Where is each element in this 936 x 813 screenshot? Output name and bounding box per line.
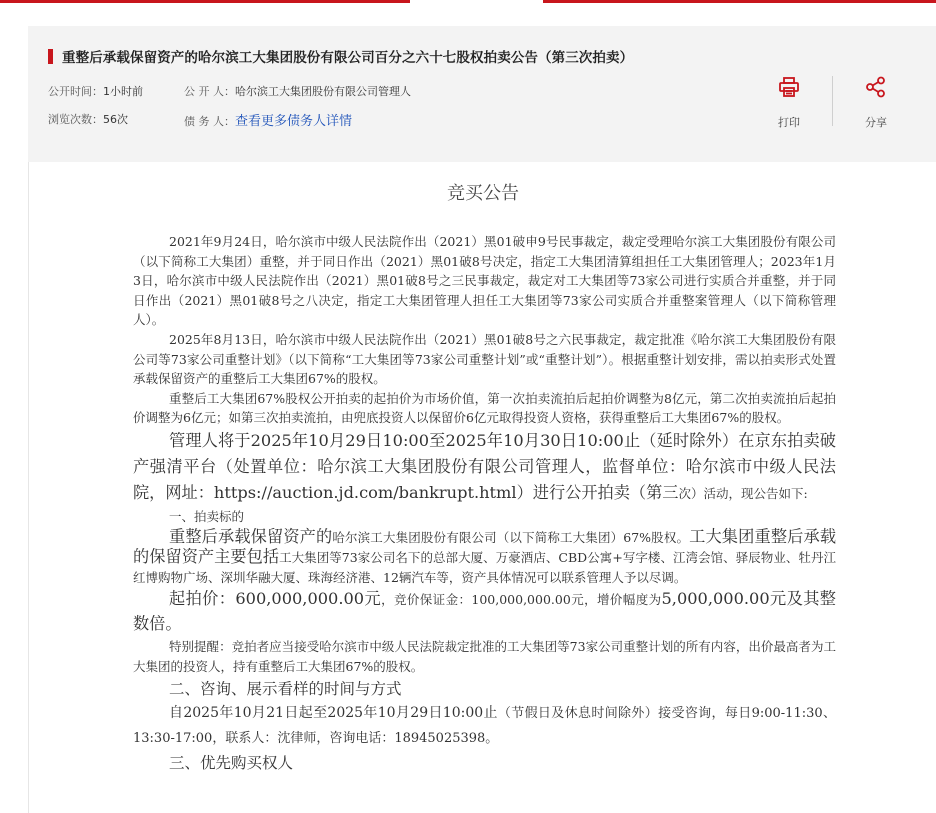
document-body	[133, 232, 836, 775]
increment-info: 5,000,000.00元及其整数倍。	[133, 589, 836, 634]
share-icon	[846, 74, 906, 100]
views-value: 56次	[103, 113, 128, 126]
share-label: 分享	[865, 116, 887, 129]
share-button[interactable]	[846, 74, 906, 130]
paragraph-8	[133, 701, 836, 751]
paragraph-1: 2021年9月24日，哈尔滨市中级人民法院作出（2021）黑01破申9号民事裁定，裁定受理哈尔滨工大集团股份有限公司（以下简称工大集团）重整，并于同日作出（2021）黑01破8号决定，指定工大集团清算组担任工大集团管理人；2023年1月3日，哈尔滨市中级人民法院作出（2021）黑01破8号之三民事裁定，裁定对工大集团等73家公司进行实质合并重整，并于同日作出（2021）黑01破8号之八决定，指定工大集团管理人担任工大集团等73家公司实质合并重整案管理人（以下简称管理人）。	[133, 234, 836, 328]
announcement-content	[28, 162, 909, 813]
paragraph-6	[133, 587, 836, 637]
view-count	[48, 111, 128, 127]
paragraph-5-b: 哈尔滨工大集团股份有限公司（以下简称工大集团）67%股权。	[332, 529, 690, 545]
paragraph-4	[133, 428, 836, 507]
print-label: 打印	[778, 116, 800, 129]
page-title: 重整后承载保留资产的哈尔滨工大集团股份有限公司百分之六十七股权拍卖公告（第三次拍卖）	[62, 50, 634, 66]
debtor	[184, 110, 352, 129]
views-label: 浏览次数：	[48, 113, 103, 126]
title-accent-bar	[48, 49, 53, 64]
top-accent-bar-left	[0, 0, 410, 3]
publisher-label: 公 开 人：	[184, 85, 235, 98]
publisher	[184, 83, 411, 99]
publish-time	[48, 83, 143, 99]
paragraph-4-main: 管理人将于2025年10月29日10:00至2025年10月30日10:00止（延时除外）在京东拍卖破产强清平台（处置单位：哈尔滨工大集团股份有限公司管理人，监督单位：哈尔滨市中级人民法院，网址：https://auction.jd.com/bankrupt.html）进行公开拍卖（第三	[133, 430, 836, 502]
print-button[interactable]	[759, 74, 819, 130]
title-wrap	[48, 46, 633, 66]
publish-time-value: 1小时前	[103, 85, 143, 98]
paragraph-2: 2025年8月13日，哈尔滨市中级人民法院作出（2021）黑01破8号之六民事裁定，裁定批准《哈尔滨工大集团股份有限公司等73家公司重整计划》（以下简称“工大集团等73家公司重整计划”或“重整计划”）。根据重整计划安排，需以拍卖形式处置承载保留资产的重整后工大集团67%的股权。	[133, 331, 836, 387]
paragraph-8-b: （节假日及休息时间除外）接受咨询，每日9:00-11:30、13:30-17:00，联系人：沈律师，咨询电话：18945025398。	[133, 705, 836, 746]
paragraph-5-d: 工大集团等73家公司名下的总部大厦、万豪酒店、CBD公寓+写字楼、江湾会馆、驿辰物业、牡丹江红博购物广场、深圳华融大厦、珠海经济港、12辆汽车等，资产具体情况可以联系管理人予以尽调。	[133, 550, 837, 585]
printer-icon	[759, 74, 819, 100]
paragraph-5-c: 工大集团重整后承载的保留资产主要包括	[133, 526, 837, 567]
paragraph-4-tail: 次）活动，现公告如下:	[678, 485, 808, 501]
paragraph-5-a: 重整后承载保留资产的	[169, 526, 333, 546]
section-1-heading: 一、拍卖标的	[169, 508, 245, 524]
section-3-heading: 三、优先购买权人	[169, 753, 294, 772]
paragraph-7: 特别提醒：竞拍者应当接受哈尔滨市中级人民法院裁定批准的工大集团等73家公司重整计划的所有内容，出价最高者为工大集团的投资人，持有重整后工大集团67%的股权。	[133, 639, 836, 674]
starting-price: 起拍价：600,000,000.00元	[169, 589, 382, 609]
deposit-info: ，竞价保证金：100,000,000.00元，增价幅度为	[381, 592, 662, 608]
top-accent-bar-right	[543, 0, 936, 3]
toolbar-divider	[832, 76, 833, 126]
debtor-details-link[interactable]: 查看更多债务人详情	[235, 114, 353, 129]
document-title: 竞买公告	[447, 183, 519, 204]
paragraph-8-a: 自2025年10月21日起至2025年10月29日10:00止	[169, 704, 498, 721]
announcement-header	[28, 26, 936, 162]
publish-time-label: 公开时间：	[48, 85, 103, 98]
section-2-heading: 二、咨询、展示看样的时间与方式	[169, 679, 402, 698]
publisher-value: 哈尔滨工大集团股份有限公司管理人	[235, 85, 411, 98]
paragraph-5	[133, 527, 836, 588]
paragraph-3: 重整后工大集团67%股权公开拍卖的起拍价为市场价值，第一次拍卖流拍后起拍价调整为8亿元，第二次拍卖流拍后起拍价调整为6亿元；如第三次拍卖流拍，由兜底投资人以保留价6亿元取得投资人资格，获得重整后工大集团67%的股权。	[133, 390, 836, 426]
debtor-label: 债 务 人：	[184, 115, 235, 128]
